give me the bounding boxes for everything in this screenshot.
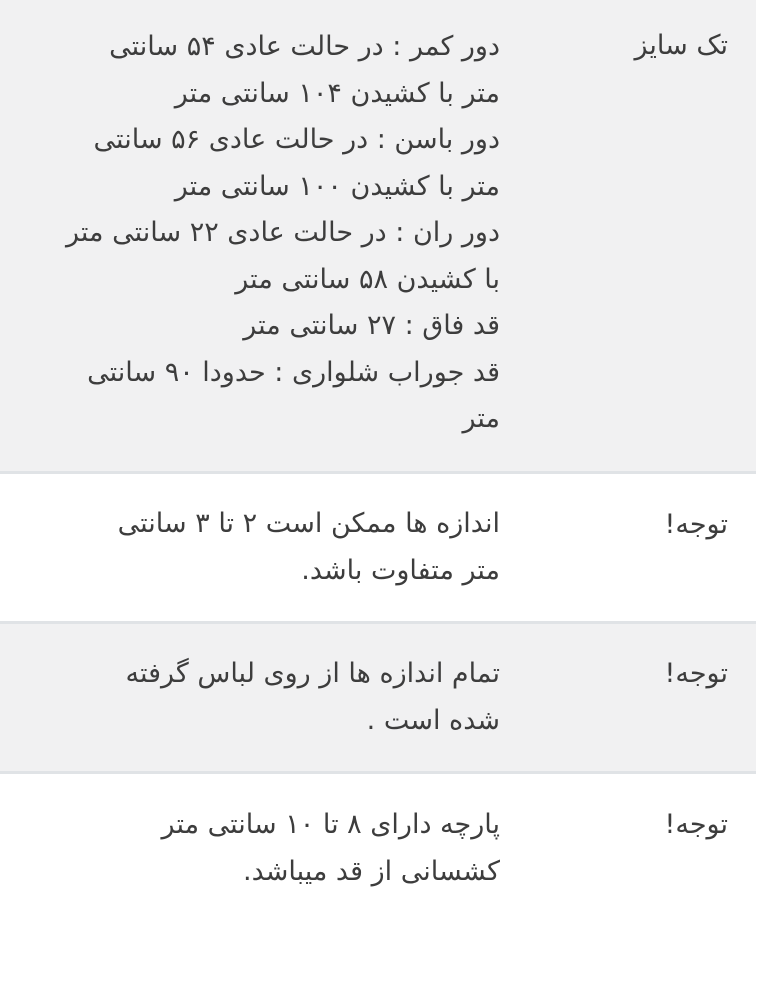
spec-value [10,501,500,594]
spec-value-line: پارچه دارای ۸ تا ۱۰ سانتی متر [161,809,500,840]
spec-label: توجه! [664,809,728,840]
spec-value-line: دور ران : در حالت عادی ۲۲ سانتی متر [66,217,500,248]
spec-value-line: متر متفاوت باشد. [301,554,500,586]
spec-label: توجه! [664,658,728,689]
spec-row-note-2 [0,624,756,774]
spec-value-line: با کشیدن ۵۸ سانتی متر [235,263,500,295]
spec-row-note-1 [0,474,756,624]
spec-value-line: متر با کشیدن ۱۰۴ سانتی متر [174,77,500,109]
spec-row-note-3 [0,774,756,991]
spec-value-line: دور کمر : در حالت عادی ۵۴ سانتی [109,31,500,62]
spec-value-line: تمام اندازه ها از روی لباس گرفته [125,658,500,689]
spec-value-line: متر [462,403,500,434]
spec-value-line: کشسانی از قد میباشد. [242,855,500,887]
spec-value [10,651,500,744]
spec-value-line: دور باسن : در حالت عادی ۵۶ سانتی [93,124,500,155]
spec-value-line: شده است . [366,704,500,736]
spec-value [10,24,500,443]
spec-value-line: قد جوراب شلواری : حدودا ۹۰ سانتی [87,356,500,388]
spec-row-size [0,0,756,474]
spec-value [10,802,500,895]
spec-value-line: قد فاق : ۲۷ سانتی متر [243,310,500,341]
spec-value-line: متر با کشیدن ۱۰۰ سانتی متر [174,170,500,202]
spec-label: تک سایز [634,30,728,61]
spec-label: توجه! [664,509,728,540]
spec-value-line: اندازه ها ممکن است ۲ تا ۳ سانتی [117,508,500,539]
